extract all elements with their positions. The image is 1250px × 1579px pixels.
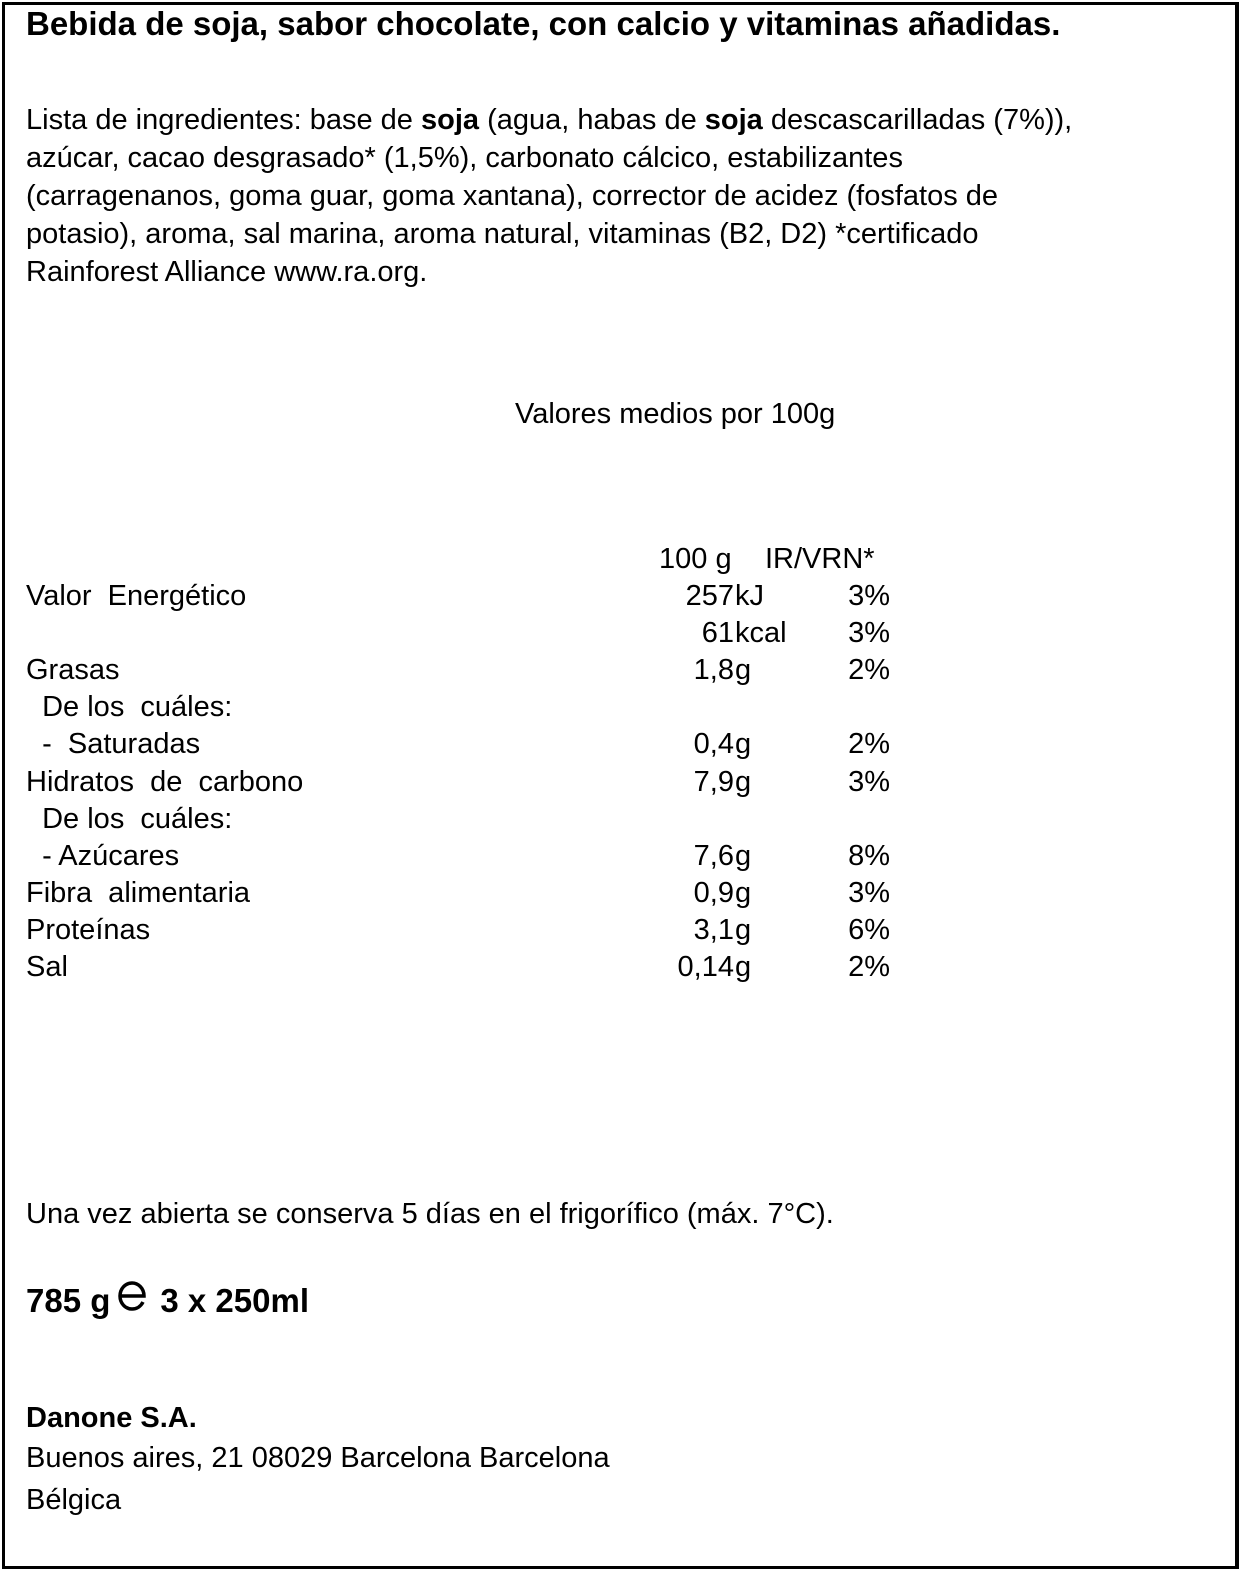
nutrient-value: 3,1 [693,913,734,946]
nutrition-row [0,726,1250,763]
ingredient-text: azúcar, cacao desgrasado* (1,5%), carbonato cálcico, estabilizantes [26,142,903,174]
nutrient-value: 0,4 [693,728,734,761]
ingredients-line [26,177,1072,215]
company-address: Buenos aires, 21 08029 Barcelona Barcelona [26,1442,610,1474]
nutrition-row [0,615,1250,652]
nutrition-row [0,689,1250,726]
ingredients-line [26,139,1072,177]
nutrient-percent: 2% [848,728,890,761]
nutrient-unit: kJ [735,580,764,612]
ingredients-list [26,101,1072,291]
nutrient-unit: g [735,765,752,798]
nutrition-subtitle: Valores medios por 100g [515,398,836,430]
net-quantity [26,1280,309,1321]
net-weight: 785 g [26,1281,111,1319]
nutrient-percent: 3% [848,580,890,612]
nutrient-value: 7,9 [693,765,734,798]
ingredients-line [26,101,1072,139]
nutrition-header [0,541,1250,578]
nutrient-unit: g [735,913,752,946]
company-country: Bélgica [26,1484,122,1516]
allergen-text: soja [421,104,480,136]
nutrition-row [0,801,1250,838]
nutrition-row [0,875,1250,912]
ingredients-line [26,253,1072,291]
ingredient-text: Lista de ingredientes: base de [26,104,421,136]
nutrient-percent: 6% [848,913,890,946]
ingredients-line [26,215,1072,253]
ingredient-text: Rainforest Alliance www.ra.org. [26,256,428,288]
nutrition-row [0,838,1250,875]
ingredient-text: descascarilladas (7%)), [762,104,1073,136]
nutrient-unit: g [735,839,752,872]
nutrient-label: - Azúcares [26,839,180,872]
nutrient-value: 1,8 [693,654,734,687]
ingredient-text: potasio), aroma, sal marina, aroma natural, vitaminas (B2, D2) *certificado [26,218,979,250]
nutrient-percent: 3% [848,617,890,650]
nutrient-unit: g [735,876,752,909]
nutrient-unit: g [735,728,752,761]
nutrition-row [0,652,1250,689]
ingredient-text: (carragenanos, goma guar, goma xantana), corrector de acidez (fosfatos de [26,180,999,212]
e-mark-icon [116,1280,148,1321]
nutrient-unit: g [735,951,752,983]
nutrient-value: 0,9 [693,876,734,909]
pack-units: 3 x 250ml [160,1281,310,1319]
nutrient-label: De los cuáles: [26,691,233,724]
nutrient-value: 257 [685,580,734,612]
nutrient-label: De los cuáles: [26,802,233,835]
allergen-text: soja [704,104,763,136]
nutrient-percent: 8% [848,839,890,872]
product-title: Bebida de soja, sabor chocolate, con calcio y vitaminas añadidas. [26,5,1061,42]
column-ir-vrn: IR/VRN* [765,543,875,575]
nutrition-row [0,578,1250,615]
nutrition-row [0,912,1250,949]
nutrient-percent: 2% [848,951,890,983]
nutrient-percent: 3% [848,765,890,798]
nutrient-value: 61 [701,617,734,650]
nutrient-label: Proteínas [26,913,151,946]
nutrient-label: Fibra alimentaria [26,876,251,909]
nutrient-label: - Saturadas [26,728,201,761]
nutrient-label: Grasas [26,654,120,687]
nutrient-label: Hidratos de carbono [26,765,304,798]
nutrient-percent: 2% [848,654,890,687]
column-100g: 100 g [659,543,732,575]
nutrition-row [0,764,1250,801]
nutrient-unit: g [735,654,752,687]
nutrient-label: Sal [26,951,68,983]
nutrient-value: 7,6 [693,839,734,872]
nutrient-label: Valor Energético [26,580,247,612]
company-name: Danone S.A. [26,1402,197,1434]
nutrition-row [0,949,1250,986]
ingredient-text: (agua, habas de [479,104,705,136]
storage-instructions: Una vez abierta se conserva 5 días en el frigorífico (máx. 7°C). [26,1198,834,1230]
nutrient-unit: kcal [735,617,787,650]
nutrient-value: 0,14 [677,951,734,983]
nutrient-percent: 3% [848,876,890,909]
